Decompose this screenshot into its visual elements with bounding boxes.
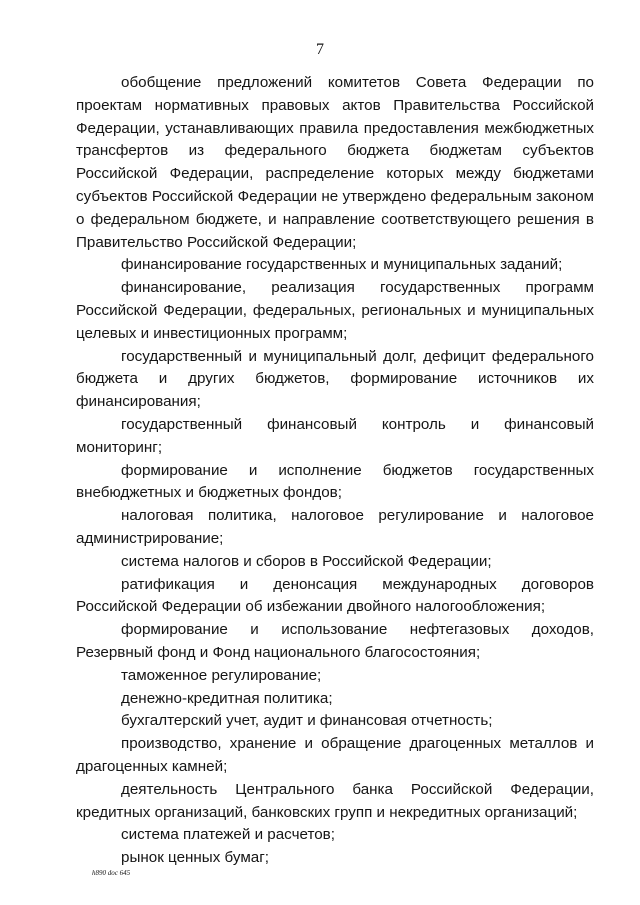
list-item: финансирование государственных и муниципальных заданий;: [121, 256, 563, 274]
list-item: таможенное регулирование;: [121, 666, 322, 684]
page-number: 7: [316, 41, 324, 58]
list-item: денежно-кредитная политика;: [121, 689, 333, 707]
footer-document-code: h890 doc 645: [92, 869, 131, 877]
list-item: бухгалтерский учет, аудит и финансовая отчетность;: [121, 712, 493, 730]
list-item: государственный финансовый контроль и финансовый мониторинг;: [76, 415, 594, 456]
list-item: деятельность Центрального банка Российской Федерации, кредитных организаций, банковских групп и некредитных организаций;: [76, 780, 594, 821]
list-item: обобщение предложений комитетов Совета Федерации по проектам нормативных правовых актов Правительства Российской Федерации, устанавливающих правила предоставления межбюджетных трансфертов из федерального бюджета бюджетам субъектов Российской Федерации, распределение которых между бюджетами субъектов Российской Федерации не утверждено федеральным законом о федеральном бюджете, и направление соответствующего решения в Правительство Российской Федерации;: [76, 74, 594, 251]
list-item: налоговая политика, налоговое регулирование и налоговое администрирование;: [76, 507, 594, 547]
list-item: финансирование, реализация государственных программ Российской Федерации, федеральных, региональных и муниципальных целевых и инвестиционных программ;: [76, 279, 594, 342]
list-item: ратификация и денонсация международных договоров Российской Федерации об избежании двойного налогообложения;: [76, 575, 594, 616]
list-item: формирование и исполнение бюджетов государственных внебюджетных и бюджетных фондов;: [76, 461, 594, 502]
list-item: государственный и муниципальный долг, дефицит федерального бюджета и других бюджетов, формирование источников их финансирования;: [76, 347, 594, 411]
list-item: рынок ценных бумаг;: [121, 849, 269, 867]
list-body: [76, 72, 594, 870]
list-item: система платежей и расчетов;: [121, 826, 335, 844]
list-item: производство, хранение и обращение драгоценных металлов и драгоценных камней;: [76, 735, 594, 775]
list-item: система налогов и сборов в Российской Федерации;: [121, 552, 492, 570]
list-item: формирование и использование нефтегазовых доходов, Резервный фонд и Фонд национального благосостояния;: [76, 621, 594, 661]
